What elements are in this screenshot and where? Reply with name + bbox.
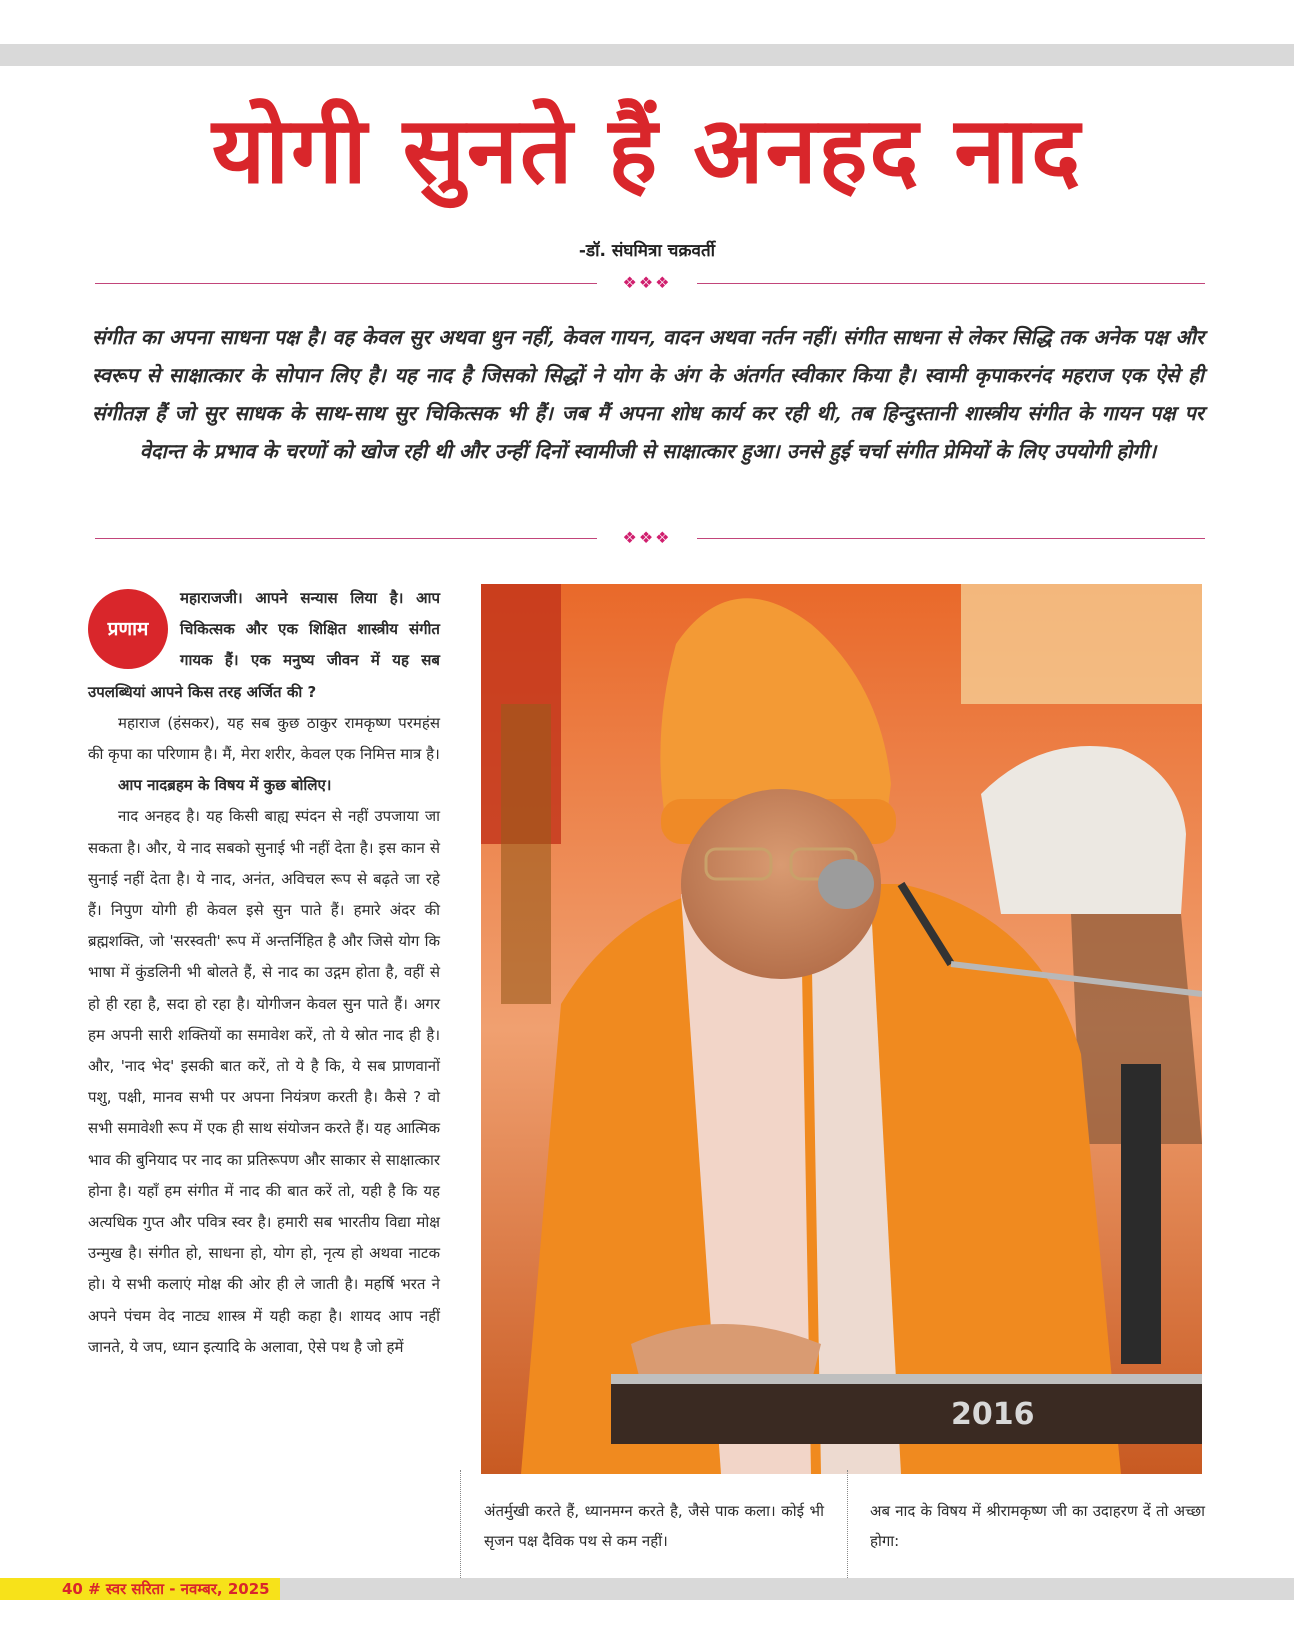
ornament-bottom-icon: ❖❖❖	[597, 528, 697, 548]
answer-2: नाद अनहद है। यह किसी बाह्य स्पंदन से नहीं उपजाया जा सकता है। और, ये नाद सबको सुनाई भी नहीं देता है। इस कान से सुनाई नहीं देता है। ये नाद, अनंत, अविचल रूप से बढ़ते जा रहे हैं। निपुण योगी ही केवल इसे सुन पाते हैं। हमारे अंदर की ब्रह्मशक्ति, जो 'सरस्वती' रूप में अन्तर्निहित है और जिसे योग कि भाषा में कुंडलिनी भी बोलते हैं, से नाद का उद्गम होता है, वहीं से हो ही रहा है, सदा हो रहा है। योगीजन केवल सुन पाते हैं। अगर हम अपनी सारी शक्तियों का समावेश करें, तो ये स्रोत नाद ही है। और, 'नाद भेद' इसकी बात करें, तो ये है कि, ये सब प्राणवानों पशु, पक्षी, मानव सभी पर अपना नियंत्रण करती है। कैसे ? वो सभी समावेशी रूप में एक ही साथ संयोजन करते हैं। यह आत्मिक भाव की बुनियाद पर नाद का प्रतिरूपण और साकार से साक्षात्कार होना है। यहाँ हम संगीत में नाद की बात करें तो, यही है कि यह अत्यधिक गुप्त और पवित्र स्वर है। हमारी सब भारतीय विद्या मोक्ष उन्मुख है। संगीत हो, साधना हो, योग हो, नृत्य हो अथवा नाटक हो। ये सभी कलाएं मोक्ष की ओर ही ले जाती है। महर्षि भरत ने अपने पंचम वेद नाट्य शास्त्र में यही कहा है। शायद आप नहीं जानते, ये जप, ध्यान इत्यादि के अलावा, ऐसे पथ है जो हमें	[88, 807, 440, 1356]
answer-1: महाराज (हंसकर), यह सब कुछ ठाकुर रामकृष्ण परमहंस की कृपा का परिणाम है। मैं, मेरा शरीर, केवल एक निमित्त मात्र है।	[88, 713, 440, 764]
harmonium-year-label: 2016	[951, 1397, 1035, 1432]
intro-paragraph: संगीत का अपना साधना पक्ष है। वह केवल सुर अथवा धुन नहीं, केवल गायन, वादन अथवा नर्तन नहीं। संगीत साधना से लेकर सिद्धि तक अनेक पक्ष और स्वरूप से साक्षात्कार के सोपान लिए है। यह नाद है जिसको सिद्धों ने योग के अंग के अंतर्गत स्वीकार किया है। स्वामी कृपाकरनंद महराज एक ऐसे ही संगीतज्ञ हैं जो सुर साधक के साथ-साथ सुर चिकित्सक भी हैं। जब मैं अपना शोध कार्य कर रही थी, तब हिन्दुस्तानी शास्त्रीय संगीत के गायन पक्ष पर वेदान्त के प्रभाव के चरणों को खोज रही थी और उन्हीं दिनों स्वामीजी से साक्षात्कार हुआ। उनसे हुई चर्चा संगीत प्रेमियों के लिए उपयोगी होगी।	[92, 325, 1204, 463]
caption-right: अब नाद के विषय में श्रीरामकृष्ण जी का उदाहरण दें तो अच्छा होगा:	[870, 1502, 1205, 1550]
question-2: आप नादब्रहम के विषय में कुछ बोलिए।	[118, 776, 332, 795]
ornament-top-icon: ❖❖❖	[597, 273, 697, 293]
page-folio: 40 # स्वर सरिता - नवम्बर, 2025	[0, 1578, 280, 1600]
column-rule-left	[460, 1470, 461, 1580]
article-title: योगी सुनते हैं अनहद नाद	[211, 97, 1083, 204]
interview-column	[88, 583, 440, 1538]
caption-middle: अंतर्मुखी करते हैं, ध्यानमग्न करते है, जैसे पाक कला। कोई भी सृजन पक्ष दैविक पथ से कम नहीं।	[484, 1502, 824, 1550]
author-byline: -डॉ. संघमित्रा चक्रवर्ती	[578, 241, 716, 261]
swami-singing-photo	[481, 584, 1202, 1474]
top-gray-bar	[0, 44, 1294, 66]
question-1: महाराजजी। आपने सन्यास लिया है। आप चिकित्सक और एक शिक्षित शास्त्रीय संगीत गायक हैं। एक मनुष्य जीवन में यह सब उपलब्धियां आपने किस तरह अर्जित की ?	[88, 589, 440, 701]
column-rule-right	[847, 1470, 848, 1580]
pranam-badge: प्रणाम	[88, 589, 168, 669]
